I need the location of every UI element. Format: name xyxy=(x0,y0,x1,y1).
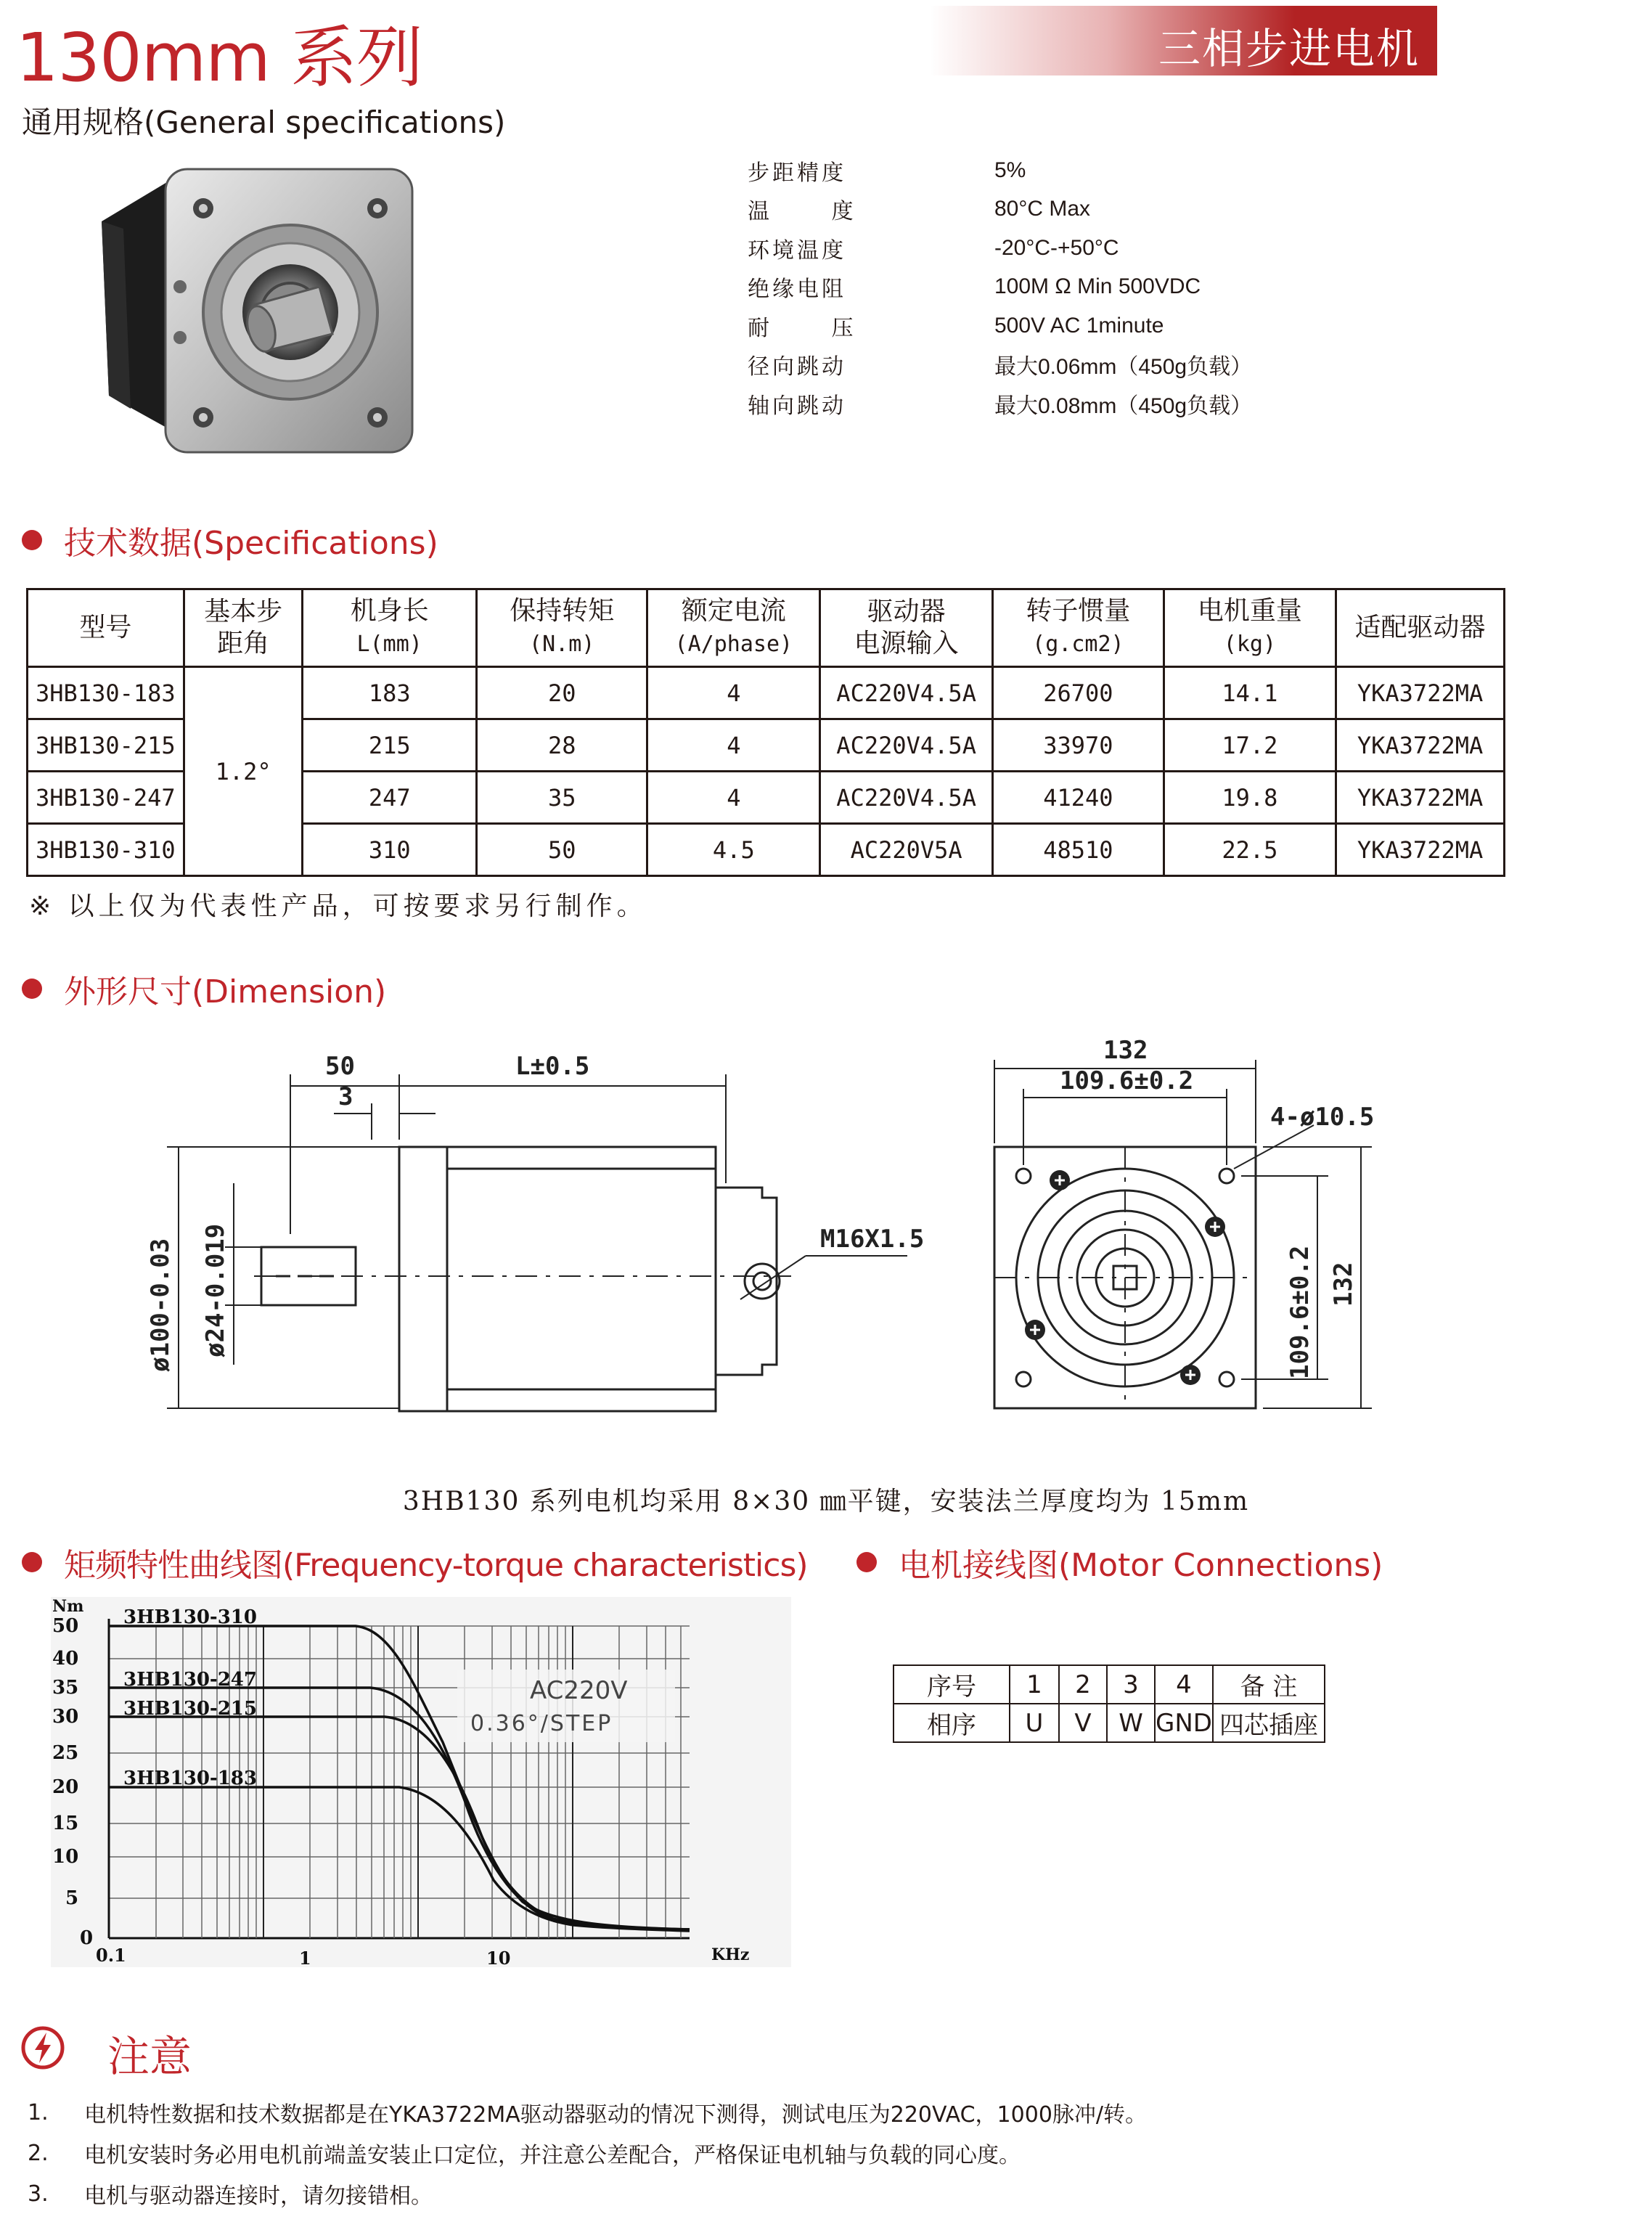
cell-torque: 20 xyxy=(476,667,647,719)
cell: 3 xyxy=(1107,1665,1155,1704)
cell-model: 3HB130-183 xyxy=(28,667,184,719)
general-spec-row xyxy=(748,384,1252,423)
cell-power: AC220V4.5A xyxy=(820,772,993,824)
notes-list xyxy=(28,2092,1147,2214)
cell: W xyxy=(1107,1704,1155,1742)
dim-thread-label: M16X1.5 xyxy=(820,1225,925,1254)
cell-inertia: 33970 xyxy=(993,719,1164,772)
series-title: 130mm 系列 xyxy=(16,19,423,97)
table-row xyxy=(28,667,1505,719)
cell-power: AC220V5A xyxy=(820,824,993,876)
col-header: 机身长 L(mm) xyxy=(303,589,476,667)
col-header: 型号 xyxy=(28,589,184,667)
cell: 2 xyxy=(1059,1665,1107,1704)
specs-section-title: 技术数据(Specifications) xyxy=(64,525,438,562)
spec-value: 80°C Max xyxy=(994,197,1091,221)
bullet-icon xyxy=(22,1552,42,1572)
curve-label-310: 3HB130-310 xyxy=(123,1606,257,1628)
cell-model: 3HB130-310 xyxy=(28,824,184,876)
connection-section-title: 电机接线图(Motor Connections) xyxy=(899,1547,1383,1584)
dim-v132-label: 132 xyxy=(1329,1262,1358,1307)
cell-inertia: 41240 xyxy=(993,772,1164,824)
note-item xyxy=(28,2092,1147,2133)
chart-box-line1: AC220V xyxy=(530,1676,628,1705)
cell: U xyxy=(1010,1704,1059,1742)
col-header: 转子惯量 (g.cm2) xyxy=(993,589,1164,667)
note-text: 电机安装时务必用电机前端盖安装止口定位，并注意公差配合，严格保证电机轴与负载的同心度。 xyxy=(84,2143,1021,2168)
cell-power: AC220V4.5A xyxy=(820,719,993,772)
cell-driver: YKA3722MA xyxy=(1336,719,1505,772)
col-header: 适配驱动器 xyxy=(1336,589,1505,667)
general-spec-row xyxy=(748,346,1252,385)
cell-length: 215 xyxy=(303,719,476,772)
freq-section-header xyxy=(22,1539,808,1585)
note-item xyxy=(28,2133,1147,2173)
spec-label: 温 度 xyxy=(748,199,881,225)
cell-length: 183 xyxy=(303,667,476,719)
y-tick-label: 15 xyxy=(52,1813,79,1834)
cell-current: 4 xyxy=(647,772,820,824)
cell: 备 注 xyxy=(1213,1665,1325,1704)
note-text: 电机特性数据和技术数据都是在YKA3722MA驱动器驱动的情况下测得，测试电压为220VAC，1000脉冲/转。 xyxy=(84,2102,1148,2128)
specs-table xyxy=(26,588,1505,877)
freq-section-title: 矩频特性曲线图(Frequency-torque characteristics) xyxy=(64,1547,808,1584)
notes-title: 注意 xyxy=(107,2032,192,2081)
x-tick-label: 10 xyxy=(486,1948,511,1969)
bullet-icon xyxy=(22,530,42,550)
category-banner xyxy=(929,6,1437,75)
y-tick-label: 50 xyxy=(52,1615,79,1637)
col-header: 基本步 距角 xyxy=(184,589,303,667)
cell-model: 3HB130-247 xyxy=(28,772,184,824)
table-header-row xyxy=(28,589,1505,667)
x-unit-label: KHz xyxy=(711,1945,750,1964)
x-tick-label: 1 xyxy=(299,1948,311,1969)
dim-109-label: 109.6±0.2 xyxy=(1060,1066,1194,1095)
cell-step-angle: 1.2° xyxy=(184,667,303,876)
note-item xyxy=(28,2173,1147,2214)
connection-table xyxy=(893,1664,1325,1743)
y-tick-label: 35 xyxy=(52,1677,79,1699)
spec-value: 最大0.08mm（450g负载） xyxy=(994,393,1253,418)
spec-label: 轴向跳动 xyxy=(748,393,846,419)
lightning-icon xyxy=(20,2025,65,2070)
bullet-icon xyxy=(856,1552,877,1572)
table-row xyxy=(894,1704,1325,1742)
note-number: 3. xyxy=(28,2181,49,2207)
note-text: 电机与驱动器连接时，请勿接错相。 xyxy=(84,2184,433,2209)
spec-label: 环境温度 xyxy=(748,237,846,264)
cell-torque: 50 xyxy=(476,824,647,876)
specs-footnote: ※ 以上仅为代表性产品，可按要求另行制作。 xyxy=(29,891,647,921)
dimension-drawing xyxy=(123,1016,1386,1466)
specs-section-header xyxy=(22,517,438,563)
spec-label: 径向跳动 xyxy=(748,354,846,380)
spec-value: 5% xyxy=(994,158,1026,182)
dim-shaft-label: ø24-0.019 xyxy=(201,1223,230,1357)
dim-holes-label: 4-ø10.5 xyxy=(1270,1103,1375,1132)
y-tick-label: 30 xyxy=(52,1706,79,1728)
y-tick-label: 40 xyxy=(52,1648,79,1670)
curve-label-247: 3HB130-247 xyxy=(123,1669,257,1691)
dimension-section-header xyxy=(22,965,386,1012)
general-spec-row xyxy=(748,306,1252,346)
cell-torque: 28 xyxy=(476,719,647,772)
cell: GND xyxy=(1155,1704,1213,1742)
dim-l-label: L±0.5 xyxy=(515,1052,590,1081)
dimension-caption: 3HB130 系列电机均采用 8×30 ㎜平键，安装法兰厚度均为 15mm xyxy=(402,1487,1250,1516)
y-tick-label: 10 xyxy=(52,1846,79,1868)
dim-3-label: 3 xyxy=(338,1082,353,1111)
note-number: 2. xyxy=(28,2140,49,2166)
bullet-icon xyxy=(22,979,42,999)
cell: 四芯插座 xyxy=(1213,1704,1325,1742)
cell-driver: YKA3722MA xyxy=(1336,667,1505,719)
connection-section-header xyxy=(856,1539,1383,1585)
cell-torque: 35 xyxy=(476,772,647,824)
cell-inertia: 48510 xyxy=(993,824,1164,876)
cell-inertia: 26700 xyxy=(993,667,1164,719)
general-specs-list xyxy=(748,151,1252,423)
spec-value: 最大0.06mm（450g负载） xyxy=(994,355,1253,380)
y-tick-label: 25 xyxy=(52,1742,79,1764)
y-unit-label: Nm xyxy=(52,1597,84,1616)
cell-driver: YKA3722MA xyxy=(1336,824,1505,876)
cell: 相序 xyxy=(894,1704,1010,1742)
curve-label-215: 3HB130-215 xyxy=(123,1698,257,1720)
cell-current: 4.5 xyxy=(647,824,820,876)
cell: V xyxy=(1059,1704,1107,1742)
general-specs-title: 通用规格(General specifications) xyxy=(22,105,506,140)
spec-label: 耐 压 xyxy=(748,315,881,341)
col-header: 驱动器 电源输入 xyxy=(820,589,993,667)
col-header: 额定电流 (A/phase) xyxy=(647,589,820,667)
x-tick-label: 0.1 xyxy=(96,1945,126,1966)
note-number: 1. xyxy=(28,2099,49,2125)
dim-v109-label: 109.6±0.2 xyxy=(1285,1245,1314,1379)
table-row xyxy=(894,1665,1325,1704)
dim-bore-label: ø100-0.03 xyxy=(146,1238,175,1372)
cell-power: AC220V4.5A xyxy=(820,667,993,719)
y-tick-label: 5 xyxy=(65,1887,79,1909)
general-spec-row xyxy=(748,151,1252,190)
spec-value: -20°C-+50°C xyxy=(994,235,1119,260)
cell-current: 4 xyxy=(647,667,820,719)
general-spec-row xyxy=(748,229,1252,268)
cell: 序号 xyxy=(894,1665,1010,1704)
chart-box-line2: 0.36°/STEP xyxy=(470,1711,613,1736)
category-label: 三相步进电机 xyxy=(1158,24,1420,73)
dim-50-label: 50 xyxy=(325,1052,355,1081)
cell-weight: 17.2 xyxy=(1164,719,1336,772)
torque-frequency-chart xyxy=(51,1597,791,1967)
col-header: 保持转矩 (N.m) xyxy=(476,589,647,667)
y-tick-label: 0 xyxy=(80,1927,94,1949)
cell-model: 3HB130-215 xyxy=(28,719,184,772)
spec-label: 步距精度 xyxy=(748,160,846,186)
spec-value: 500V AC 1minute xyxy=(994,313,1164,338)
y-tick-label: 20 xyxy=(52,1776,79,1798)
cell-current: 4 xyxy=(647,719,820,772)
cell: 4 xyxy=(1155,1665,1213,1704)
cell-length: 310 xyxy=(303,824,476,876)
cell-driver: YKA3722MA xyxy=(1336,772,1505,824)
cell-weight: 22.5 xyxy=(1164,824,1336,876)
spec-value: 100M Ω Min 500VDC xyxy=(994,274,1201,299)
cell: 1 xyxy=(1010,1665,1059,1704)
spec-label: 绝缘电阻 xyxy=(748,277,846,303)
cell-weight: 19.8 xyxy=(1164,772,1336,824)
general-spec-row xyxy=(748,268,1252,307)
motor-photo xyxy=(87,156,421,468)
dim-132-label: 132 xyxy=(1103,1036,1148,1065)
curve-label-183: 3HB130-183 xyxy=(123,1768,257,1789)
col-header: 电机重量 (kg) xyxy=(1164,589,1336,667)
cell-length: 247 xyxy=(303,772,476,824)
general-spec-row xyxy=(748,190,1252,229)
cell-weight: 14.1 xyxy=(1164,667,1336,719)
dimension-section-title: 外形尺寸(Dimension) xyxy=(64,973,387,1010)
